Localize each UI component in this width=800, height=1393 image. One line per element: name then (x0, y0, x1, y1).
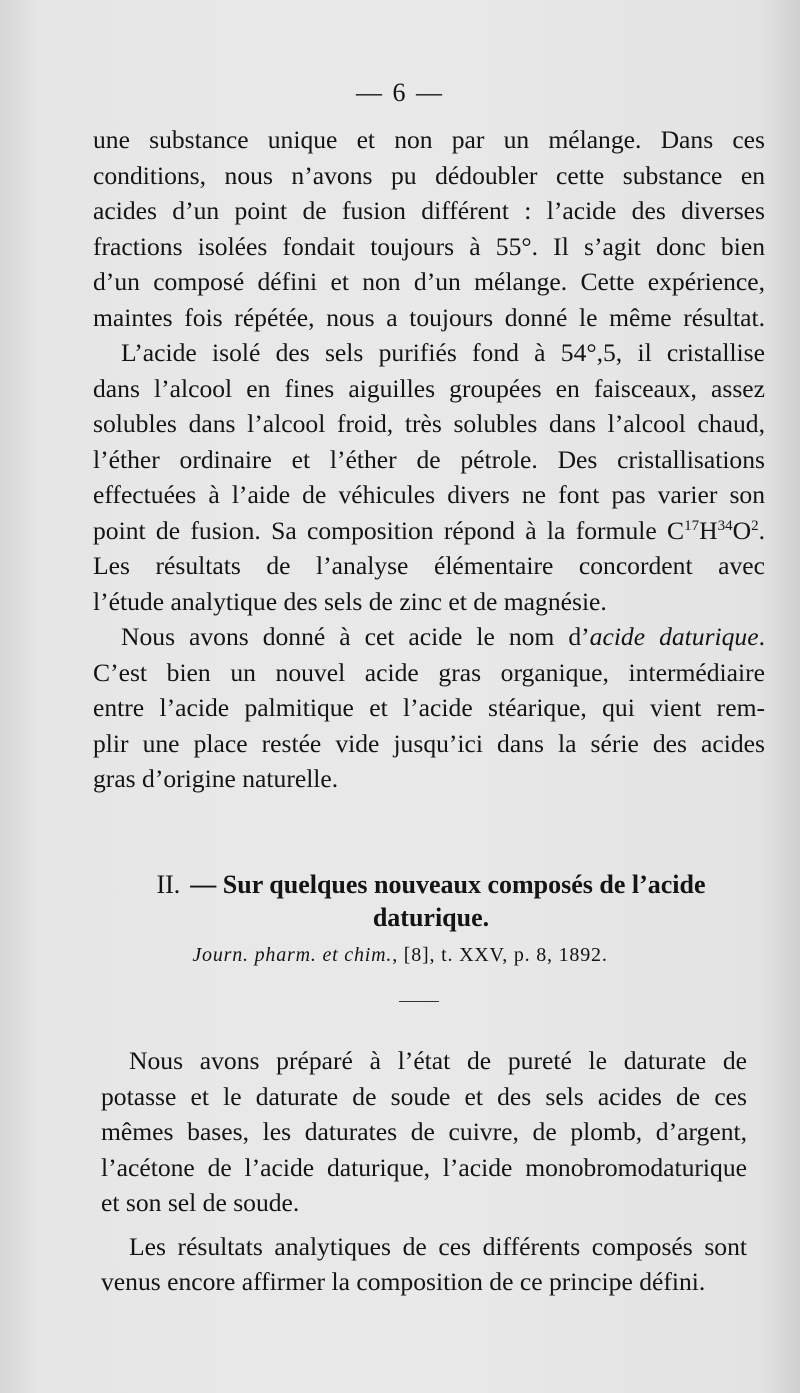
text-fragment: Nous avons donné à cet acide le nom d’ (121, 622, 590, 651)
separator-rule (399, 1001, 439, 1002)
text-line: dans l’alcool en fines aiguilles groupées en faisceaux, assez (93, 373, 765, 403)
text-line: acides d’un point de fusion différent : l’acide des diverses (93, 196, 765, 225)
text-line: Les résultats de l’analyse élémentaire concordent avec (93, 551, 765, 580)
citation (0, 944, 800, 967)
page-number: — 6 — (356, 78, 444, 107)
formula-o: O (732, 515, 752, 545)
text-line: venus encore affirmer la composition de ce principe défini. (101, 1267, 706, 1296)
formula-h: H (699, 515, 718, 545)
text-line: l’étude analytique des sels de zinc et de magnésie. (93, 586, 607, 616)
text-line: mêmes bases, les daturates de cuivre, de plomb, d’argent, (101, 1117, 747, 1146)
text-line: conditions, nous n’avons pu dédoubler cette substance en (93, 160, 765, 190)
text-line: d’un composé défini et non d’un mélange. Cette expérience, (93, 267, 765, 296)
text-line: l’éther ordinaire et l’éther de pétrole. Des cristallisations (93, 444, 765, 474)
text-line: Les résultats analytiques de ces différents composés sont (129, 1231, 747, 1261)
section-heading (93, 868, 765, 934)
text-line-with-italic (93, 619, 765, 655)
text-fragment: . (758, 622, 765, 651)
text-line: et son sel de soude. (101, 1188, 300, 1217)
italic-term: acide daturique (589, 622, 759, 651)
text-line: effectuées à l’aide de véhicules divers ne font pas varier son (93, 480, 765, 509)
text-line: fractions isolées fondait toujours à 55°. Il s’agit donc bien (93, 231, 765, 261)
formula-prefix: point de fusion. Sa composition répond à la formule C (93, 515, 685, 545)
formula-index-h: 34 (717, 517, 733, 534)
text-line: L’acide isolé des sels purifiés fond à 54°,5, il cristallise (121, 338, 765, 367)
text-line: l’acétone de l’acide daturique, l’acide monobromodaturique (101, 1152, 747, 1182)
text-line: C’est bien un nouvel acide gras organique, intermédiaire (93, 657, 765, 687)
formula-index-c: 17 (684, 517, 700, 534)
citation-journal: Journ. pharm. et chim. (192, 944, 393, 966)
text-line: une substance unique et non par un mélange. Dans ces (93, 125, 765, 154)
text-line: solubles dans l’alcool froid, très solubles dans l’alcool chaud, (93, 409, 765, 438)
text-line: Nous avons préparé à l’état de pureté le daturate de (129, 1046, 747, 1075)
section-number: II. (156, 870, 181, 899)
body-text-upper (93, 122, 765, 797)
text-line: maintes fois répétée, nous a toujours donné le même résultat. (93, 302, 765, 332)
text-line: plir une place restée vide jusqu’ici dans la série des acides (93, 728, 765, 758)
text-line: gras d’origine naturelle. (93, 764, 339, 793)
formula-line (93, 513, 765, 549)
body-text-lower (101, 1043, 747, 1300)
section-title-line2: daturique. (372, 903, 490, 932)
formula-index-o: 2 (751, 517, 759, 534)
text-line: entre l’acide palmitique et l’acide stéarique, qui vient rem- (93, 693, 765, 722)
citation-details: , [8], t. XXV, p. 8, 1892. (392, 944, 608, 966)
text-line: potasse et le daturate de soude et des sels acides de ces (101, 1081, 747, 1111)
formula-end: . (758, 515, 765, 545)
section-title-line1: — Sur quelques nouveaux composés de l’acide (190, 870, 706, 899)
